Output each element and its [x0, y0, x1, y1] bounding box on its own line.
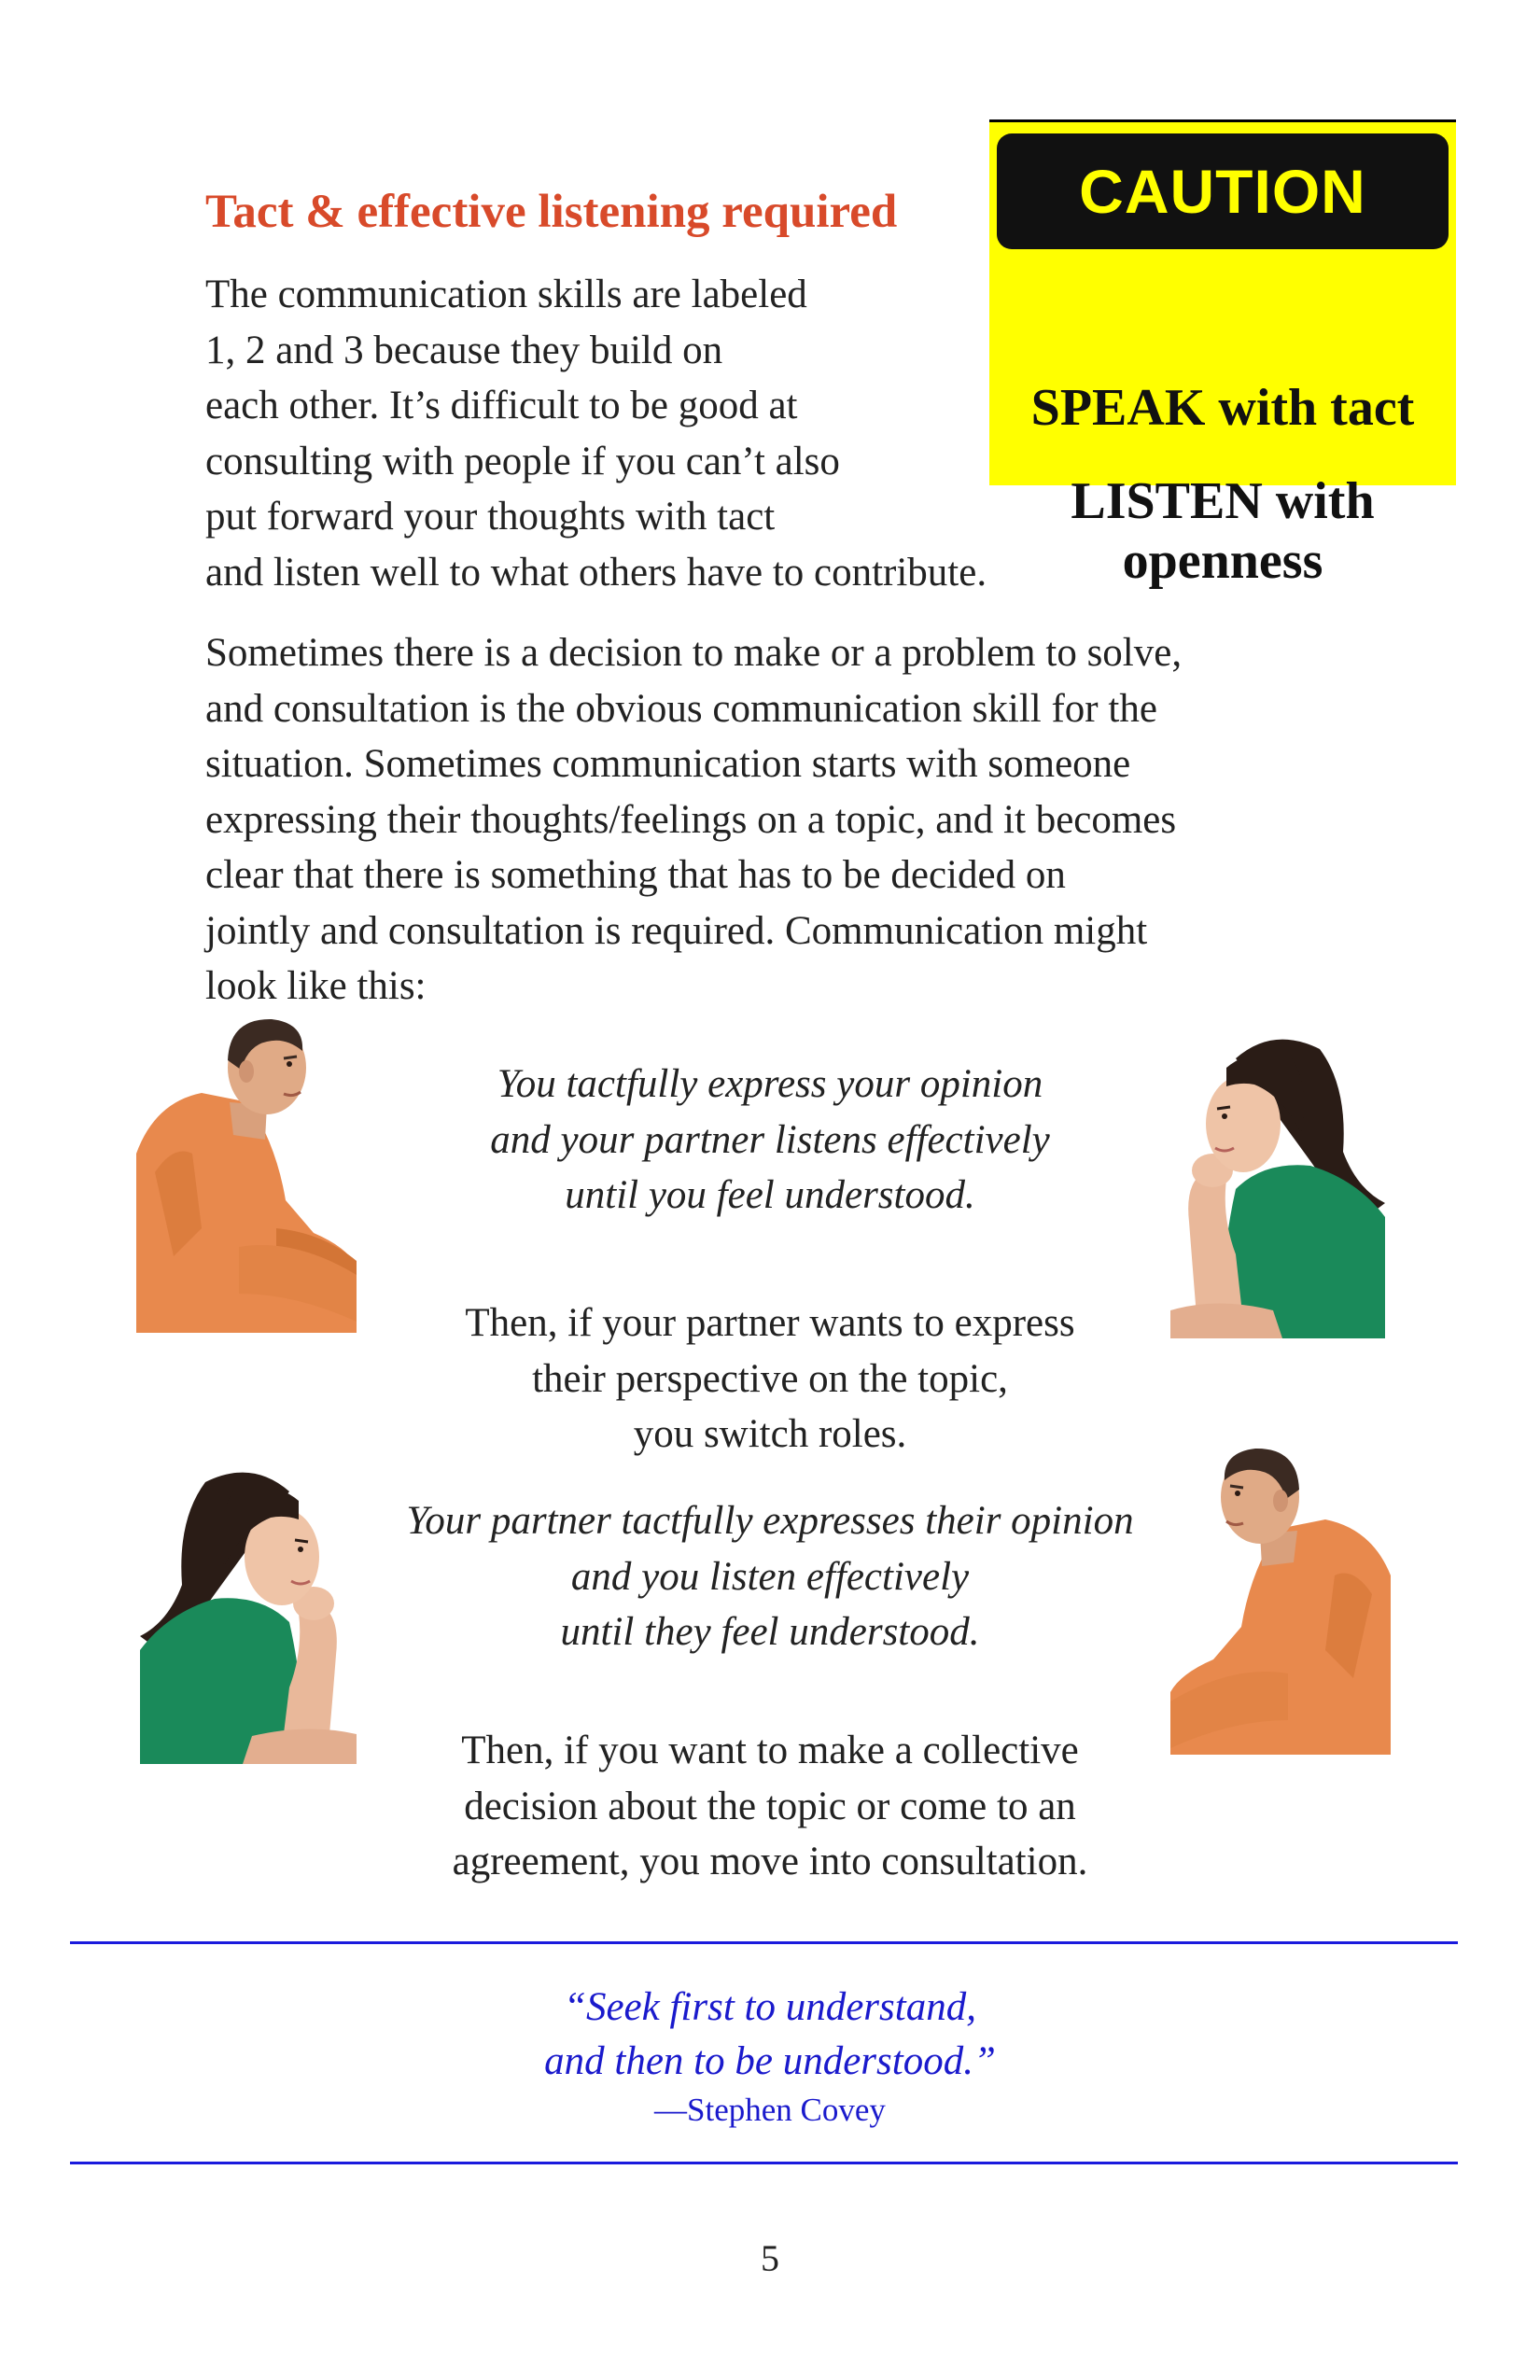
- quote-line-2: and then to be understood.”: [544, 2039, 996, 2083]
- section-heading: Tact & effective listening required: [205, 186, 898, 238]
- man-left-photo: [136, 1014, 357, 1333]
- caution-openness-line: openness: [1122, 532, 1323, 590]
- paragraph-line: expressing their thoughts/feelings on a topic, and it becomes: [205, 797, 1177, 842]
- dialogue-line: Then, if you want to make a collective: [461, 1729, 1079, 1772]
- woman-right-photo: [1170, 1030, 1385, 1338]
- dialogue-line: agreement, you move into consultation.: [452, 1840, 1088, 1883]
- man-right-photo: [1170, 1445, 1391, 1755]
- dialogue-line: and you listen effectively: [570, 1554, 970, 1599]
- dialogue-line: their perspective on the topic,: [532, 1356, 1008, 1401]
- intro-line: each other. It’s difficult to be good at: [205, 384, 798, 427]
- second-paragraph: [205, 625, 1372, 1015]
- intro-line: The communication skills are labeled: [205, 273, 807, 316]
- intro-line: 1, 2 and 3 because they build on: [205, 328, 723, 372]
- paragraph-line: jointly and consultation is required. Communication might: [205, 908, 1148, 953]
- woman-left-photo: [140, 1463, 357, 1764]
- paragraph-line: and consultation is the obvious communication skill for the: [205, 686, 1157, 731]
- dialogue-line: until they feel understood.: [560, 1610, 980, 1654]
- dialogue-line: and your partner listens effectively: [490, 1117, 1050, 1162]
- dialogue-line: until you feel understood.: [565, 1173, 975, 1217]
- paragraph-line: situation. Sometimes communication starts with someone: [205, 742, 1131, 786]
- paragraph-line: look like this:: [205, 964, 427, 1008]
- paragraph-line: Sometimes there is a decision to make or a problem to solve,: [205, 631, 1183, 675]
- page-number: 5: [761, 2237, 779, 2279]
- dialogue-step-2: [373, 1295, 1167, 1463]
- intro-line: consulting with people if you can’t also: [205, 439, 840, 483]
- dialogue-step-3: [373, 1493, 1167, 1660]
- dialogue-line: you switch roles.: [633, 1412, 907, 1456]
- caution-listen-line: LISTEN with: [1071, 472, 1375, 530]
- caution-label: CAUTION: [1079, 157, 1366, 226]
- dialogue-step-4: [373, 1723, 1167, 1890]
- paragraph-line: clear that there is something that has to be decided on: [205, 853, 1066, 897]
- dialogue-line: Your partner tactfully expresses their opinion: [406, 1499, 1134, 1543]
- caution-speak-line: SPEAK with tact: [1030, 379, 1415, 437]
- quote-divider-bottom: [70, 2162, 1458, 2164]
- intro-line: put forward your thoughts with tact: [205, 495, 776, 539]
- quote-attribution: —Stephen Covey: [654, 2092, 886, 2128]
- dialogue-line: You tactfully express your opinion: [497, 1062, 1043, 1106]
- caution-banner: [997, 133, 1449, 249]
- quote-line-1: “Seek first to understand,: [564, 1985, 976, 2029]
- caution-sign: [989, 119, 1456, 590]
- dialogue-line: decision about the topic or come to an: [464, 1784, 1076, 1828]
- dialogue-line: Then, if your partner wants to express: [465, 1301, 1075, 1345]
- intro-line: and listen well to what others have to contribute.: [205, 550, 987, 595]
- quote-divider-top: [70, 1941, 1458, 1944]
- dialogue-step-1: [373, 1057, 1167, 1224]
